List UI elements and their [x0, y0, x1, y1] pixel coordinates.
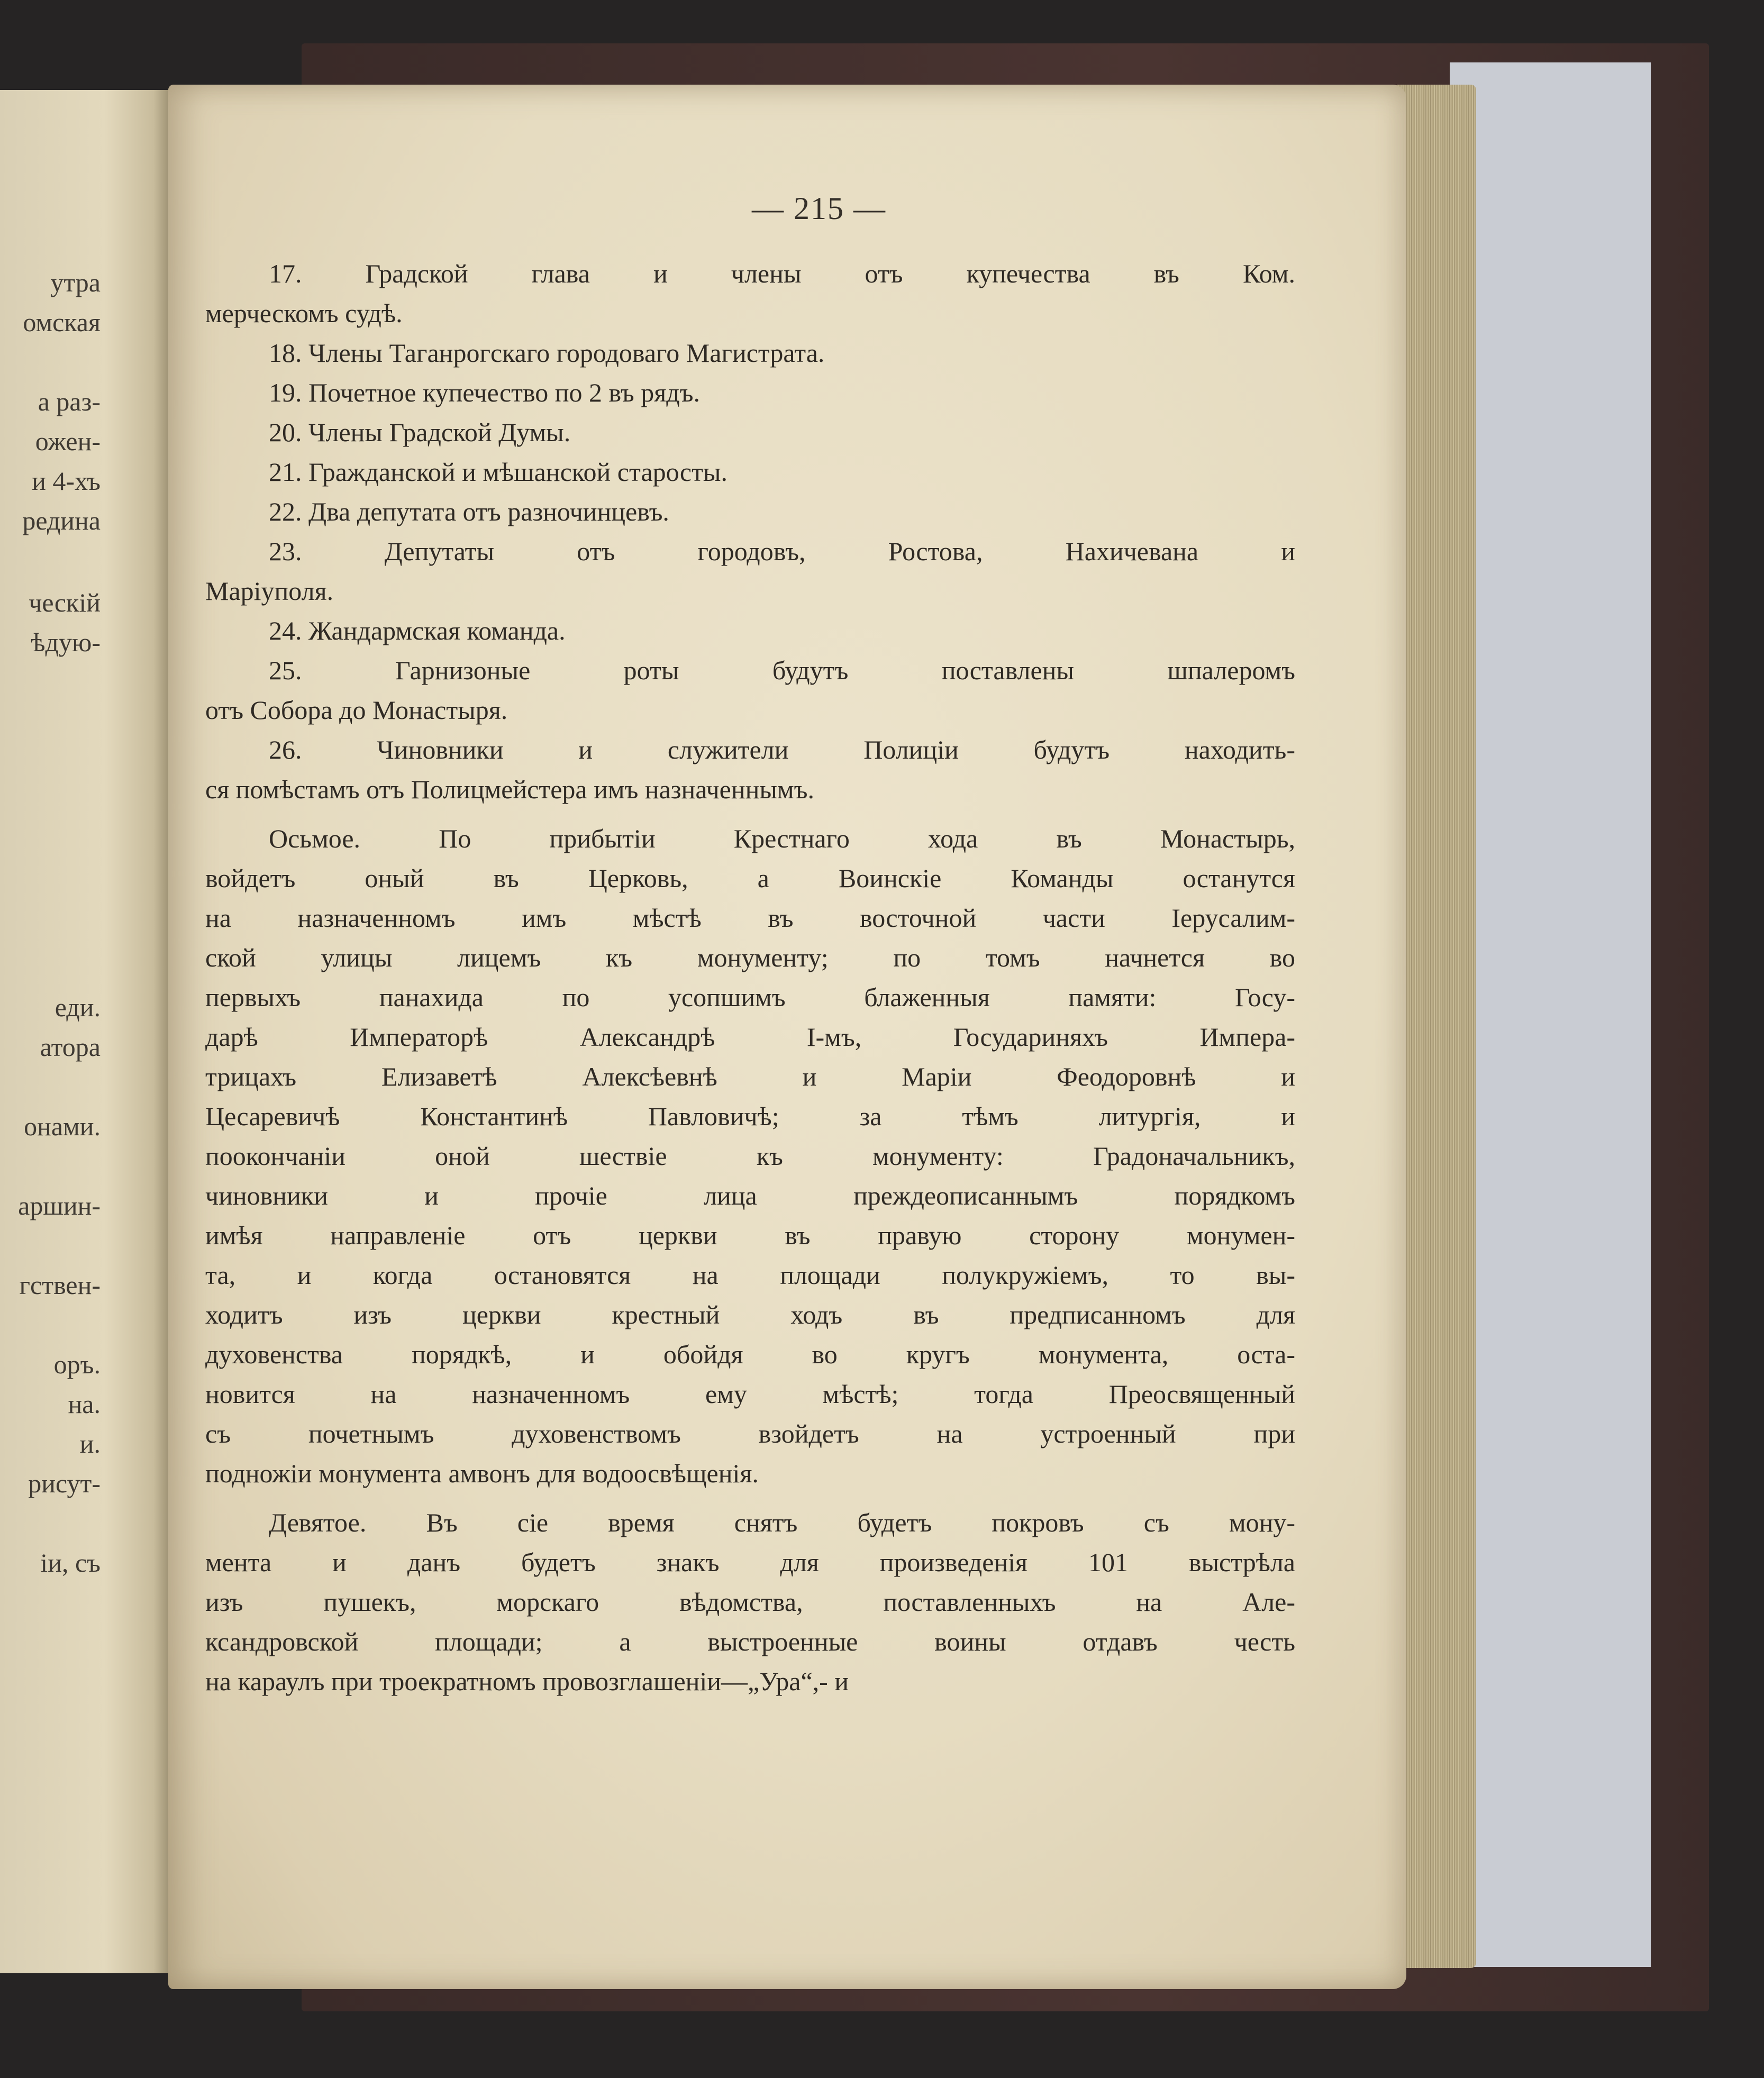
- text-line: Цесаревичѣ Константинѣ Павловичѣ; за тѣмъ литургія, и: [205, 1101, 1295, 1131]
- paragraph: [205, 373, 1295, 413]
- left-page-fragment: оръ.: [53, 1350, 101, 1379]
- text-line: 26. Чиновники и служители Полиціи будутъ находить-: [269, 735, 1295, 764]
- text-line: Маріуполя.: [205, 576, 334, 606]
- text-line: ксандровской площади; а выстроенные воины отдавъ честь: [205, 1627, 1295, 1656]
- text-line: трицахъ Елизаветѣ Алексѣевнѣ и Маріи Феодоровнѣ и: [205, 1062, 1295, 1091]
- left-page-fragment: ѣдую-: [31, 627, 101, 657]
- left-page-fragment: еди.: [54, 992, 101, 1022]
- page-edges: [1397, 85, 1476, 1968]
- text-line: 23. Депутаты отъ городовъ, Ростова, Нахичевана и: [269, 536, 1295, 566]
- left-page-fragment: ожен-: [35, 426, 101, 456]
- text-line: Девятое. Въ сіе время снятъ будетъ покровъ съ мону-: [269, 1508, 1295, 1537]
- text-line: 19. Почетное купечество по 2 въ рядъ.: [269, 378, 701, 407]
- text-line: чиновники и прочіе лица преждеописаннымъ порядкомъ: [205, 1181, 1295, 1210]
- text-line: ской улицы лицемъ къ монументу; по томъ начнется во: [205, 943, 1295, 972]
- page-text: [205, 254, 1295, 1701]
- paragraph: [205, 333, 1295, 373]
- left-page-fragment: и 4-хъ: [32, 466, 101, 496]
- text-line: 21. Гражданской и мѣшанской старосты.: [269, 457, 728, 487]
- endpaper: [1450, 62, 1651, 1967]
- text-line: 17. Градской глава и члены отъ купечества въ Ком.: [269, 259, 1295, 288]
- left-page-fragment: утра: [50, 268, 101, 297]
- left-page-fragment: на.: [68, 1389, 101, 1419]
- paragraph: [205, 532, 1295, 611]
- text-line: та, и когда остановятся на площади полукружіемъ, то вы-: [205, 1260, 1295, 1290]
- text-line: отъ Собора до Монастыря.: [205, 695, 508, 725]
- text-line: ся помѣстамъ отъ Полицмейстера имъ назначеннымъ.: [205, 774, 814, 804]
- paragraph: [205, 1503, 1295, 1701]
- left-page-fragment: ческій: [29, 588, 101, 617]
- text-line: имѣя направленіе отъ церкви въ правую сторону монумен-: [205, 1220, 1295, 1250]
- text-line: 25. Гарнизоные роты будутъ поставлены шпалеромъ: [269, 655, 1295, 685]
- paragraph: [205, 819, 1295, 1493]
- text-line: 18. Члены Таганрогскаго городоваго Магистрата.: [269, 338, 825, 368]
- left-page-fragment: и.: [79, 1429, 101, 1459]
- page-number: — 215 —: [752, 191, 886, 226]
- text-line: изъ пушекъ, морскаго вѣдомства, поставленныхъ на Але-: [205, 1587, 1295, 1617]
- paragraph: [205, 492, 1295, 532]
- text-line: мерческомъ судѣ.: [205, 298, 403, 328]
- text-line: мента и данъ будетъ знакъ для произведенія 101 выстрѣла: [205, 1547, 1295, 1577]
- left-page-fragment: іи, съ: [40, 1548, 101, 1578]
- text-line: на караулъ при троекратномъ провозглашеніи—„Ура“,- и: [205, 1666, 849, 1696]
- left-page-fragment: редина: [22, 506, 101, 535]
- left-page: [0, 90, 175, 1973]
- left-page-fragment: онами.: [24, 1111, 101, 1141]
- text-line: новится на назначенномъ ему мѣстѣ; тогда Преосвященный: [205, 1379, 1295, 1409]
- text-line: духовенства порядкѣ, и обойдя во кругъ монумента, оста-: [205, 1339, 1295, 1369]
- text-line: 20. Члены Градской Думы.: [269, 417, 571, 447]
- paragraph: [205, 413, 1295, 452]
- paragraph: [205, 254, 1295, 333]
- paragraph: [205, 452, 1295, 492]
- text-line: подножіи монумента амвонъ для водоосвѣщенія.: [205, 1459, 759, 1488]
- left-page-fragment: рисут-: [28, 1469, 101, 1498]
- left-page-fragment: аршин-: [18, 1191, 101, 1220]
- paragraph: [205, 611, 1295, 651]
- paragraph: [205, 651, 1295, 730]
- text-line: ходитъ изъ церкви крестный ходъ въ предписанномъ для: [205, 1300, 1295, 1329]
- text-line: первыхъ панахида по усопшимъ блаженныя памяти: Госу-: [205, 982, 1295, 1012]
- left-page-fragment: омская: [23, 307, 101, 337]
- book-page: [168, 85, 1406, 1989]
- text-line: поокончаніи оной шествіе къ монументу: Градоначальникъ,: [205, 1141, 1295, 1171]
- text-line: войдетъ оный въ Церковь, а Воинскіе Команды останутся: [205, 863, 1295, 893]
- text-line: 24. Жандармская команда.: [269, 616, 566, 645]
- text-line: 22. Два депутата отъ разночинцевъ.: [269, 497, 669, 526]
- text-line: на назначенномъ имъ мѣстѣ въ восточной части Іерусалим-: [205, 903, 1295, 933]
- text-line: съ почетнымъ духовенствомъ взойдетъ на устроенный при: [205, 1419, 1295, 1448]
- left-page-fragment: атора: [40, 1032, 101, 1062]
- text-line: дарѣ Императорѣ Александрѣ І-мъ, Государиняхъ Импера-: [205, 1022, 1295, 1052]
- left-page-fragment: а раз-: [38, 387, 101, 416]
- left-page-fragment: гствен-: [19, 1270, 101, 1300]
- text-line: Осьмое. По прибытіи Крестнаго хода въ Монастырь,: [269, 824, 1295, 853]
- paragraph: [205, 730, 1295, 809]
